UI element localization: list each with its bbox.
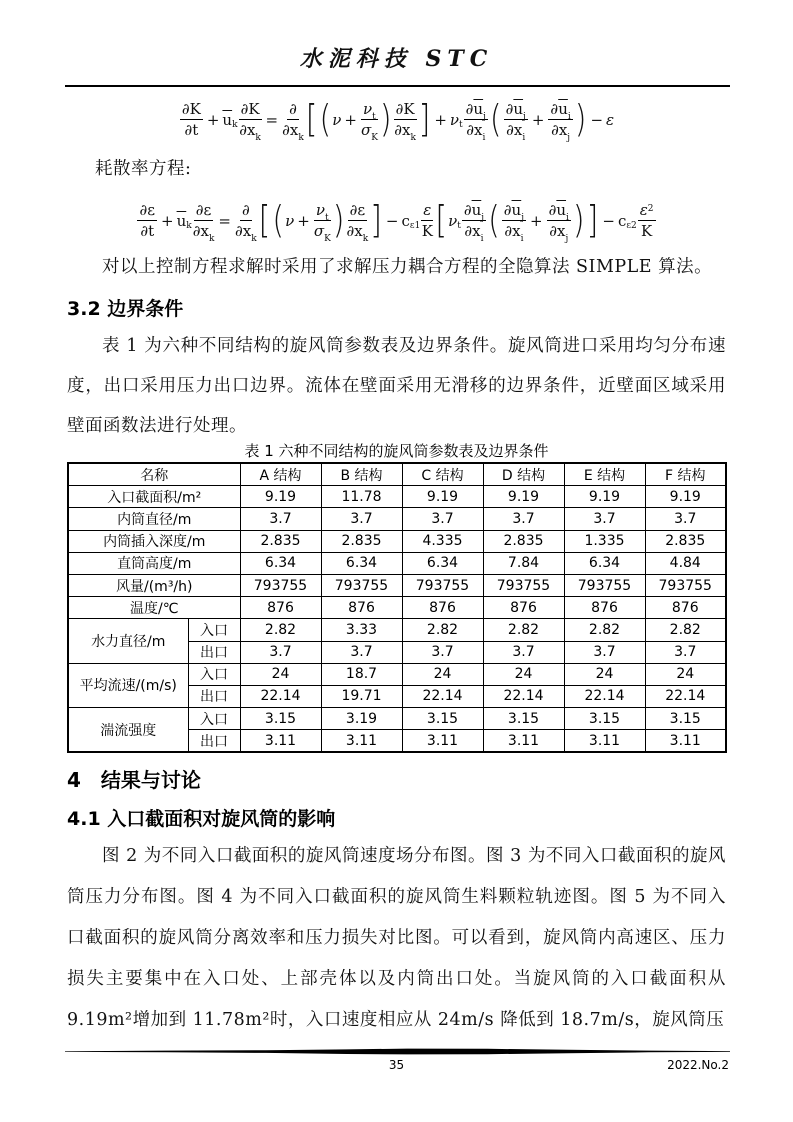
fraction (239, 100, 262, 143)
equation-token: ∂ (289, 100, 297, 119)
parameters-table (67, 462, 727, 753)
journal-title: 水泥科技 STC (299, 46, 494, 72)
table-cell: 24 (483, 663, 564, 685)
fraction (137, 201, 157, 241)
equation-token: k (255, 132, 261, 143)
equation-token: ∂ (463, 201, 472, 220)
equation-token: ν (285, 212, 295, 230)
equation-token: ∂x (192, 222, 209, 240)
equation-token: k (208, 233, 215, 244)
structure-column-header: B 结构 (321, 463, 402, 486)
equation-token: i (566, 212, 569, 223)
equation-token: ∂t (184, 121, 199, 139)
bracket: ] (370, 198, 382, 243)
equation-token: 2 (647, 203, 654, 214)
fraction (234, 201, 257, 244)
table-cell: 3.7 (483, 641, 564, 663)
table-cell: 11.78 (321, 486, 402, 508)
table-cell: 3.11 (240, 730, 321, 753)
table-cell: 2.835 (483, 530, 564, 552)
equation-token: j (567, 132, 571, 143)
bracket: ) (574, 97, 587, 142)
table-cell: 3.7 (321, 508, 402, 530)
fraction (421, 201, 433, 241)
inlet-outlet-tag: 入口 (188, 708, 240, 730)
table-cell: 3.15 (240, 708, 321, 730)
structure-column-header: A 结构 (240, 463, 321, 486)
group-row-label: 平均流速/(m/s) (68, 663, 188, 707)
equation-token: ε (606, 111, 615, 129)
table-cell: 876 (321, 597, 402, 619)
heading-inlet-area-effect: 4.1 入口截面积对旋风筒的影响 (67, 808, 336, 830)
dissipation-equation-label: 耗散率方程: (95, 159, 192, 179)
heading-boundary-conditions: 3.2 边界条件 (67, 298, 184, 320)
fraction (360, 100, 378, 143)
table-cell: 9.19 (483, 486, 564, 508)
table-row (68, 486, 726, 508)
table-cell: 9.19 (402, 486, 483, 508)
equation-token: $\overline{u}$ (222, 111, 233, 129)
bracket: ) (332, 198, 345, 243)
fraction (502, 201, 526, 244)
table-subrow (68, 663, 726, 685)
parameters-table-body (68, 463, 726, 752)
equation-token: K (324, 233, 331, 244)
table-cell: 3.15 (645, 708, 726, 730)
equation-token: K (421, 222, 433, 240)
fraction (394, 100, 417, 143)
equation-token: − (590, 111, 604, 129)
inlet-outlet-tag: 出口 (188, 685, 240, 707)
table-cell: 3.7 (240, 641, 321, 663)
equation-token: ∂x (239, 121, 256, 139)
equation-token: ν (363, 100, 373, 119)
equation-token: i (520, 233, 524, 244)
equation-token: ε1 (409, 220, 421, 231)
equation-token: $\overline{u}$ (513, 100, 524, 119)
equation-token: c (401, 212, 410, 230)
equation-token: $\overline{u}$ (471, 201, 482, 220)
table-cell: 9.19 (240, 486, 321, 508)
table-cell: 793755 (483, 574, 564, 596)
equation-token: ∂x (346, 222, 363, 240)
equation-token: ∂ (548, 201, 557, 220)
inlet-outlet-tag: 出口 (188, 730, 240, 753)
table-header-row (68, 463, 726, 486)
table-cell: 2.835 (645, 530, 726, 552)
table-cell: 22.14 (645, 685, 726, 707)
equation-token: ε2 (626, 220, 637, 231)
table-cell: 3.7 (564, 508, 645, 530)
inlet-outlet-tag: 入口 (188, 663, 240, 685)
table-cell: 793755 (321, 574, 402, 596)
structure-column-header: F 结构 (645, 463, 726, 486)
structure-column-header: D 结构 (483, 463, 564, 486)
table-cell: 9.19 (645, 486, 726, 508)
equation-token: + (297, 212, 310, 230)
equation-token: ∂K (240, 100, 260, 119)
bracket: ] (586, 198, 599, 243)
equation-token: K (641, 222, 653, 240)
table-cell: 3.15 (402, 708, 483, 730)
table-subrow (68, 619, 726, 641)
equation-token: ∂ε (349, 201, 366, 220)
table-cell: 7.84 (483, 552, 564, 574)
fraction (462, 201, 486, 244)
equation-token: ∂x (464, 222, 481, 240)
equation-token: ∂ (241, 201, 250, 220)
equation-token: ∂x (551, 121, 568, 139)
equation-token: ∂ε (195, 201, 212, 220)
row-label: 内筒直径/m (68, 508, 240, 530)
k-equation (0, 90, 793, 150)
equation-token: $\overline{u}$ (511, 201, 522, 220)
table-cell: 22.14 (483, 685, 564, 707)
row-label: 直筒高度/m (68, 552, 240, 574)
footer-rule-stroke (65, 1046, 730, 1056)
equation-token: j (521, 212, 525, 223)
equation-token: ν (332, 111, 342, 129)
table-cell: 876 (564, 597, 645, 619)
table-cell: 2.835 (240, 530, 321, 552)
equation-token: ε (639, 201, 648, 220)
inlet-outlet-tag: 入口 (188, 619, 240, 641)
fraction (346, 201, 369, 244)
bracket: ) (379, 97, 392, 142)
equation-token: + (434, 111, 447, 129)
equation-token: i (567, 111, 571, 122)
table-cell: 19.71 (321, 685, 402, 707)
table-cell: 793755 (645, 574, 726, 596)
table-caption: 表 1 六种不同结构的旋风筒参数表及边界条件 (244, 442, 549, 460)
name-column-header: 名称 (68, 463, 240, 486)
table-cell: 3.15 (564, 708, 645, 730)
table-cell: 22.14 (240, 685, 321, 707)
equation-token: ν (315, 201, 326, 220)
equation-token: = (218, 212, 231, 230)
table-row (68, 508, 726, 530)
table-row (68, 552, 726, 574)
equation-token: t (325, 212, 329, 223)
table-cell: 876 (645, 597, 726, 619)
table-cell: 6.34 (564, 552, 645, 574)
table-cell: 24 (240, 663, 321, 685)
table-cell: 4.84 (645, 552, 726, 574)
equation-token: ∂t (140, 222, 155, 240)
bracket: ] (418, 97, 431, 142)
table-cell: 793755 (240, 574, 321, 596)
equation-token: − (385, 212, 399, 230)
bracket: [ (435, 198, 448, 243)
paragraph-boundary-conditions: 表 1 为六种不同结构的旋风筒参数表及边界条件。旋风筒进口采用均匀分布速度，出口采用压力出口边界。流体在壁面采用无滑移的边界条件，近壁面区域采用壁面函数法进行处理。 (67, 336, 726, 436)
table-cell: 2.82 (402, 619, 483, 641)
table-cell: 3.33 (321, 619, 402, 641)
equation-token: j (481, 212, 485, 223)
table-cell: 24 (645, 663, 726, 685)
group-row-label: 湍流强度 (68, 708, 188, 753)
equation-token: ∂x (234, 222, 252, 240)
table-cell: 876 (402, 597, 483, 619)
bracket: ( (488, 198, 500, 243)
table-cell: 3.11 (645, 730, 726, 753)
table-cell: 6.34 (240, 552, 321, 574)
table-cell: 3.11 (321, 730, 402, 753)
row-label: 温度/℃ (68, 597, 240, 619)
bracket: ( (319, 97, 332, 142)
fraction (547, 201, 571, 244)
equation-token: ∂x (506, 121, 523, 139)
table-cell: 2.82 (645, 619, 726, 641)
equation-token: + (206, 111, 220, 129)
equation-token: k (362, 233, 369, 244)
table-row (68, 530, 726, 552)
table-cell: 3.15 (483, 708, 564, 730)
table-cell: 3.11 (483, 730, 564, 753)
equation-token: k (186, 220, 192, 231)
footer-rule (65, 1046, 730, 1056)
row-label: 入口截面积/m² (68, 486, 240, 508)
header-rule (65, 85, 730, 87)
table-cell: 793755 (564, 574, 645, 596)
table-row (68, 574, 726, 596)
equation-token: ∂x (394, 121, 411, 139)
equation-token: + (161, 212, 174, 230)
fraction (282, 100, 304, 143)
equation-token: i (480, 233, 484, 244)
table-cell: 22.14 (564, 685, 645, 707)
equation-token: ∂K (181, 100, 201, 119)
fraction (548, 100, 572, 143)
equation-token: k (298, 132, 304, 143)
table-cell: 3.11 (402, 730, 483, 753)
equation-token: k (251, 233, 257, 244)
table-cell: 3.7 (402, 508, 483, 530)
table-cell: 3.7 (240, 508, 321, 530)
equation-token: $\overline{u}$ (176, 212, 187, 230)
equation-token: − (602, 212, 615, 230)
fraction (504, 100, 528, 143)
bracket: [ (305, 97, 318, 142)
equation-token: j (565, 233, 569, 244)
equation-token: = (265, 111, 279, 129)
row-label: 风量/(m³/h) (68, 574, 240, 596)
fraction (638, 201, 656, 241)
structure-column-header: E 结构 (564, 463, 645, 486)
table-cell: 18.7 (321, 663, 402, 685)
equation-token: j (483, 111, 486, 122)
table-cell: 24 (402, 663, 483, 685)
equation-token: c (617, 212, 627, 230)
bracket: ( (272, 198, 285, 243)
table-cell: 9.19 (564, 486, 645, 508)
table-cell: 3.7 (645, 508, 726, 530)
equation-token: + (344, 111, 357, 129)
table-cell: 876 (240, 597, 321, 619)
table-cell: 6.34 (402, 552, 483, 574)
equation-token: ∂x (282, 121, 299, 139)
table-cell: 3.7 (564, 641, 645, 663)
equation-token: $\overline{u}$ (556, 201, 567, 220)
equation-token: t (457, 220, 461, 231)
equation-token: ∂x (549, 222, 566, 240)
structure-column-header: C 结构 (402, 463, 483, 486)
equation-token: k (410, 132, 416, 143)
equation-token: $\overline{u}$ (558, 100, 568, 119)
equation-token: ∂ε (139, 201, 155, 220)
table-cell: 2.82 (240, 619, 321, 641)
equation-token: i (522, 132, 526, 143)
table-row (68, 597, 726, 619)
equation-token: ∂ (505, 100, 514, 119)
equation-token: ∂ (550, 100, 559, 119)
equation-token: t (459, 119, 463, 130)
table-cell: 3.7 (483, 508, 564, 530)
table-cell: 1.335 (564, 530, 645, 552)
group-row-label: 水力直径/m (68, 619, 188, 663)
table-cell: 876 (483, 597, 564, 619)
page-number: 35 (388, 1058, 405, 1072)
equation-token: ε (423, 201, 432, 220)
equation-token: ∂ (465, 100, 474, 119)
fraction (464, 100, 488, 143)
epsilon-equation (0, 190, 793, 252)
table-cell: 6.34 (321, 552, 402, 574)
paragraph-results: 图 2 为不同入口截面积的旋风筒速度场分布图。图 3 为不同入口截面积的旋风筒压力分布图。图 4 为不同入口截面积的旋风筒生料颗粒轨迹图。图 5 为不同入口截面积的旋风筒分离效率和压力损失对比图。可以看到，旋风筒内高速区、压力损失主要集中在入口处、上部壳体以及内筒出口处。当旋风筒的入口截面积从 9.19m²增加到 11.78m²时，入口速度相应从 24m/s 降低到 18.7m/s，旋风筒压 (67, 846, 726, 1030)
equation-token: σ (360, 121, 372, 139)
equation-token: + (531, 111, 545, 129)
equation-token: K (371, 132, 378, 143)
equation-token: t (372, 111, 376, 122)
table-cell: 3.11 (564, 730, 645, 753)
fraction (313, 201, 331, 244)
table-cell: 3.19 (321, 708, 402, 730)
table-cell: 3.7 (402, 641, 483, 663)
equation-token: j (523, 111, 526, 122)
equation-token: $\overline{u}$ (473, 100, 484, 119)
equation-token: + (530, 212, 543, 230)
table-subrow (68, 708, 726, 730)
heading-results-discussion: 4 结果与讨论 (67, 768, 201, 792)
table-cell: 3.7 (321, 641, 402, 663)
equation-token: ν (449, 111, 460, 129)
table-cell: 2.82 (564, 619, 645, 641)
table-cell: 793755 (402, 574, 483, 596)
table-cell: 3.7 (645, 641, 726, 663)
equation-token: σ (313, 222, 325, 240)
paragraph-simple-algorithm: 对以上控制方程求解时采用了求解压力耦合方程的全隐算法 SIMPLE 算法。 (102, 257, 713, 277)
equation-token: i (482, 132, 486, 143)
bracket: ) (572, 198, 585, 243)
bracket: ( (489, 97, 502, 142)
table-cell: 2.82 (483, 619, 564, 641)
inlet-outlet-tag: 出口 (188, 641, 240, 663)
fraction (180, 100, 203, 140)
bracket: [ (258, 198, 271, 243)
table-cell: 2.835 (321, 530, 402, 552)
equation-token: ∂K (395, 100, 415, 119)
equation-token: ∂x (504, 222, 521, 240)
table-cell: 4.335 (402, 530, 483, 552)
equation-token: ∂x (466, 121, 483, 139)
fraction (192, 201, 215, 244)
table-cell: 22.14 (402, 685, 483, 707)
table-cell: 24 (564, 663, 645, 685)
row-label: 内筒插入深度/m (68, 530, 240, 552)
equation-token: k (232, 119, 238, 130)
equation-token: ν (448, 212, 458, 230)
issue-number: 2022.No.2 (667, 1058, 729, 1072)
equation-token: ∂ (503, 201, 512, 220)
